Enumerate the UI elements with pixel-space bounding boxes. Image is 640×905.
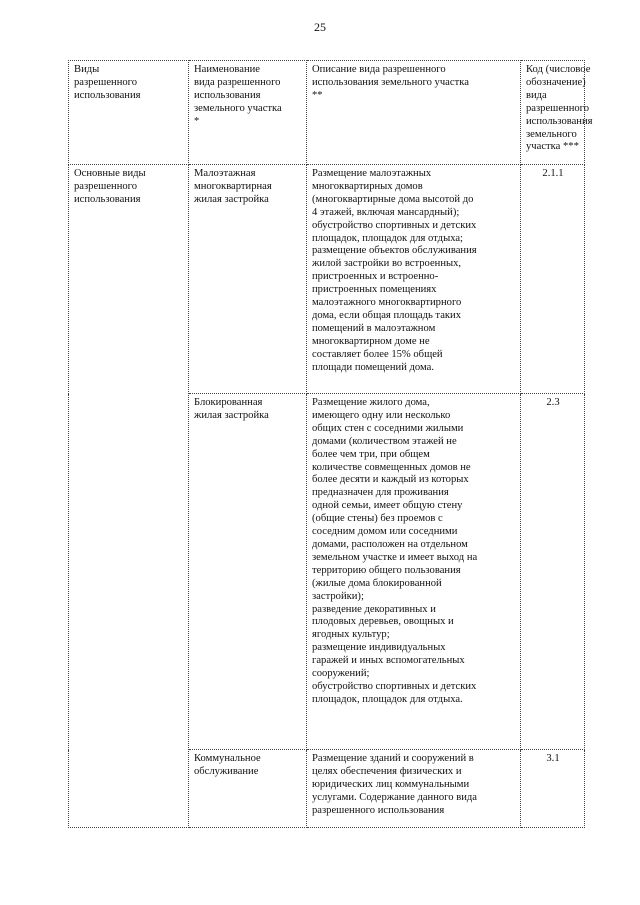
text-line: Размещение малоэтажных: [312, 168, 432, 179]
text-line: многоквартирных домов: [312, 180, 423, 192]
text-line: разведение декоративных и: [312, 603, 436, 615]
header-use-types: [69, 61, 189, 165]
text-line: целях обеспечения физических и: [312, 765, 462, 777]
text-line: использования: [74, 193, 141, 205]
text-line: **: [312, 89, 323, 101]
text-line: обозначение): [526, 76, 586, 88]
text-line: разрешенного использования: [312, 804, 445, 816]
text-line: ягодных культур;: [312, 629, 390, 641]
text-line: Наименование: [194, 64, 260, 75]
text-line: пристроенных помещениях: [312, 284, 437, 296]
text-line: территорию общего пользования: [312, 564, 461, 576]
text-line: более чем три, при общем: [312, 448, 430, 460]
text-line: общих стен с соседними жилыми: [312, 422, 464, 434]
text-line: Описание вида разрешенного: [312, 64, 446, 75]
text-line: юридических лиц коммунальными: [312, 778, 470, 790]
text-line: земельного: [526, 128, 577, 140]
use-name-cell: [189, 394, 307, 750]
text-line: многоквартирная: [194, 180, 272, 192]
group-label-cell: [69, 165, 189, 828]
text-line: (многоквартирные дома высотой до: [312, 193, 474, 205]
use-code-cell: 3.1: [521, 750, 585, 828]
text-line: дома, если общая площадь таких: [312, 309, 462, 321]
text-line: предназначен для проживания: [312, 487, 449, 499]
text-line: размещение индивидуальных: [312, 642, 446, 654]
text-line: услугами. Содержание данного вида: [312, 791, 477, 803]
use-description-cell: [307, 750, 521, 828]
text-line: составляет более 15% общей: [312, 348, 443, 360]
text-line: размещение объектов обслуживания: [312, 245, 477, 257]
text-line: имеющего одну или несколько: [312, 409, 451, 421]
text-line: гаражей и иных вспомогательных: [312, 655, 465, 667]
text-line: малоэтажного многоквартирного: [312, 297, 462, 309]
header-use-description: [307, 61, 521, 165]
text-line: участка ***: [526, 141, 579, 153]
text-line: *: [194, 115, 200, 127]
text-line: помещений в малоэтажном: [312, 322, 436, 334]
text-line: использования: [74, 89, 141, 101]
text-line: разрешенного: [74, 180, 138, 192]
text-line: разрешенного: [526, 102, 590, 114]
text-line: домами, расположен на отдельном: [312, 538, 468, 550]
text-line: соседним домом или соседними: [312, 526, 458, 538]
text-line: одной семьи, имеет общую стену: [312, 500, 463, 512]
use-description-cell: [307, 394, 521, 750]
text-line: площадок, площадок для отдыха.: [312, 693, 463, 705]
text-line: Блокированная: [194, 397, 263, 408]
header-use-name: [189, 61, 307, 165]
text-line: 4 этажей, включая мансардный);: [312, 206, 460, 218]
land-use-table: [68, 60, 593, 828]
table-row: [69, 165, 585, 394]
text-line: Код (числовое: [526, 64, 591, 75]
text-line: Коммунальное: [194, 753, 261, 764]
text-line: использования: [194, 89, 261, 101]
use-description-cell: [307, 165, 521, 394]
text-line: разрешенного: [74, 76, 138, 88]
text-line: Размещение жилого дома,: [312, 397, 430, 408]
text-line: земельного участка: [194, 102, 282, 114]
page-number: 25: [314, 20, 326, 34]
text-line: Малоэтажная: [194, 168, 256, 179]
header-use-code: [521, 61, 593, 165]
text-line: домами (количеством этажей не: [312, 435, 457, 447]
table-header-row: [69, 61, 585, 165]
text-line: сооружений;: [312, 668, 370, 680]
text-line: обустройство спортивных и детских: [312, 219, 477, 231]
use-code-cell: 2.1.1: [521, 165, 585, 394]
text-line: Виды: [74, 64, 100, 75]
use-name-cell: [189, 750, 307, 828]
text-line: жилая застройка: [194, 409, 269, 421]
text-line: вида разрешенного: [194, 76, 281, 88]
text-line: использования: [526, 115, 593, 127]
text-line: вида: [526, 89, 547, 101]
text-line: застройки);: [312, 590, 364, 602]
text-line: более десяти и каждый из которых: [312, 474, 469, 486]
text-line: пристроенных и встроенно-: [312, 271, 439, 283]
text-line: (жилые дома блокированной: [312, 577, 442, 589]
use-name-cell: [189, 165, 307, 394]
text-line: количестве совмещенных домов не: [312, 461, 471, 473]
text-line: обустройство спортивных и детских: [312, 680, 477, 692]
text-line: жилой застройки во встроенных,: [312, 258, 462, 270]
text-line: площади помещений дома.: [312, 361, 434, 373]
text-line: использования земельного участка: [312, 76, 469, 88]
text-line: обслуживание: [194, 765, 259, 777]
use-code-cell: 2.3: [521, 394, 585, 750]
text-line: плодовых деревьев, овощных и: [312, 616, 454, 628]
text-line: многоквартирном доме не: [312, 335, 430, 347]
text-line: Основные виды: [74, 168, 146, 179]
text-line: (общие стены) без проемов с: [312, 513, 443, 525]
text-line: жилая застройка: [194, 193, 269, 205]
text-line: земельном участке и имеет выход на: [312, 551, 478, 563]
text-line: площадок, площадок для отдыха;: [312, 232, 463, 244]
text-line: Размещение зданий и сооружений в: [312, 753, 474, 764]
